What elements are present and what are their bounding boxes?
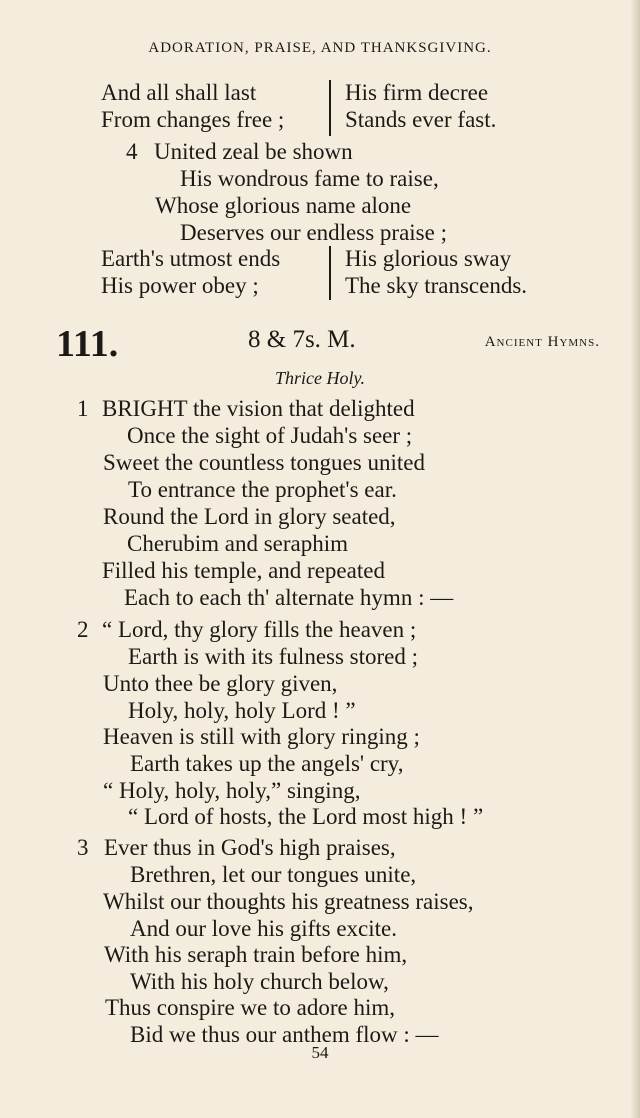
verse-line: Brethren, let our tongues unite, [130,862,417,887]
verse-line: “ Holy, holy, holy,” singing, [103,778,361,803]
verse-line: Heaven is still with glory ringing ; [103,724,420,749]
verse-line: Cherubim and seraphim [127,531,349,556]
prev-split-left-line: From changes free ; [101,107,285,132]
verse-line: United zeal be shown [154,139,353,164]
verse-line: Round the Lord in glory seated, [103,504,396,529]
running-header: ADORATION, PRAISE, AND THANKSGIVING. [148,40,492,56]
hymn-meter: 8 & 7s. M. [248,326,356,353]
verse-line: Holy, holy, holy Lord ! ” [128,698,356,723]
verse-line: BRIGHT the vision that delighted [102,396,415,421]
verse-line: With his holy church below, [130,969,389,994]
prev-split-left-line: Earth's utmost ends [101,246,281,271]
verse-line: Thus conspire we to adore him, [105,995,395,1020]
verse-line: Whose glorious name alone [155,193,412,218]
stanza-number: 2 [77,617,89,642]
stanza-number: 4 [126,139,138,164]
verse-line: Ever thus in God's high praises, [104,835,396,860]
stanza-number: 1 [77,396,89,421]
verse-line: Bid we thus our anthem flow : — [130,1022,439,1047]
prev-split-left-line: And all shall last [101,80,257,105]
hymn-subtitle: Thrice Holy. [275,368,365,388]
verse-line: “ Lord, thy glory fills the heaven ; [102,617,417,642]
verse-line: Once the sight of Judah's seer ; [127,423,413,448]
verse-line: And our love his gifts excite. [130,916,398,941]
prev-split-right-line: The sky transcends. [345,273,528,298]
prev-split-right-line: His firm decree [345,80,489,105]
verse-line: “ Lord of hosts, the Lord most high ! ” [128,804,484,829]
hymn-source: Ancient Hymns. [484,334,600,350]
verse-line: Each to each th' alternate hymn : — [124,585,454,610]
page-number: 54 [311,1043,329,1062]
verse-line: His wondrous fame to raise, [180,166,439,191]
page-edge-shadow [630,0,640,1118]
verse-line: To entrance the prophet's ear. [128,477,397,502]
prev-split-left-line: His power obey ; [101,273,259,298]
verse-line: Whilst our thoughts his greatness raises, [103,889,474,914]
prev-split-right-line: His glorious sway [345,246,512,271]
verse-line: Unto thee be glory given, [103,671,338,696]
column-divider [329,246,331,300]
verse-line: Sweet the countless tongues united [103,450,425,475]
verse-line: Earth takes up the angels' cry, [130,751,404,776]
column-divider [329,80,331,136]
stanza-number: 3 [77,835,89,860]
verse-line: Deserves our endless praise ; [180,220,447,245]
verse-line: Earth is with its fulness stored ; [128,644,419,669]
hymn-number: 111. [56,323,119,365]
prev-split-right-line: Stands ever fast. [345,107,497,132]
verse-line: Filled his temple, and repeated [102,558,385,583]
verse-line: With his seraph train before him, [104,942,408,967]
